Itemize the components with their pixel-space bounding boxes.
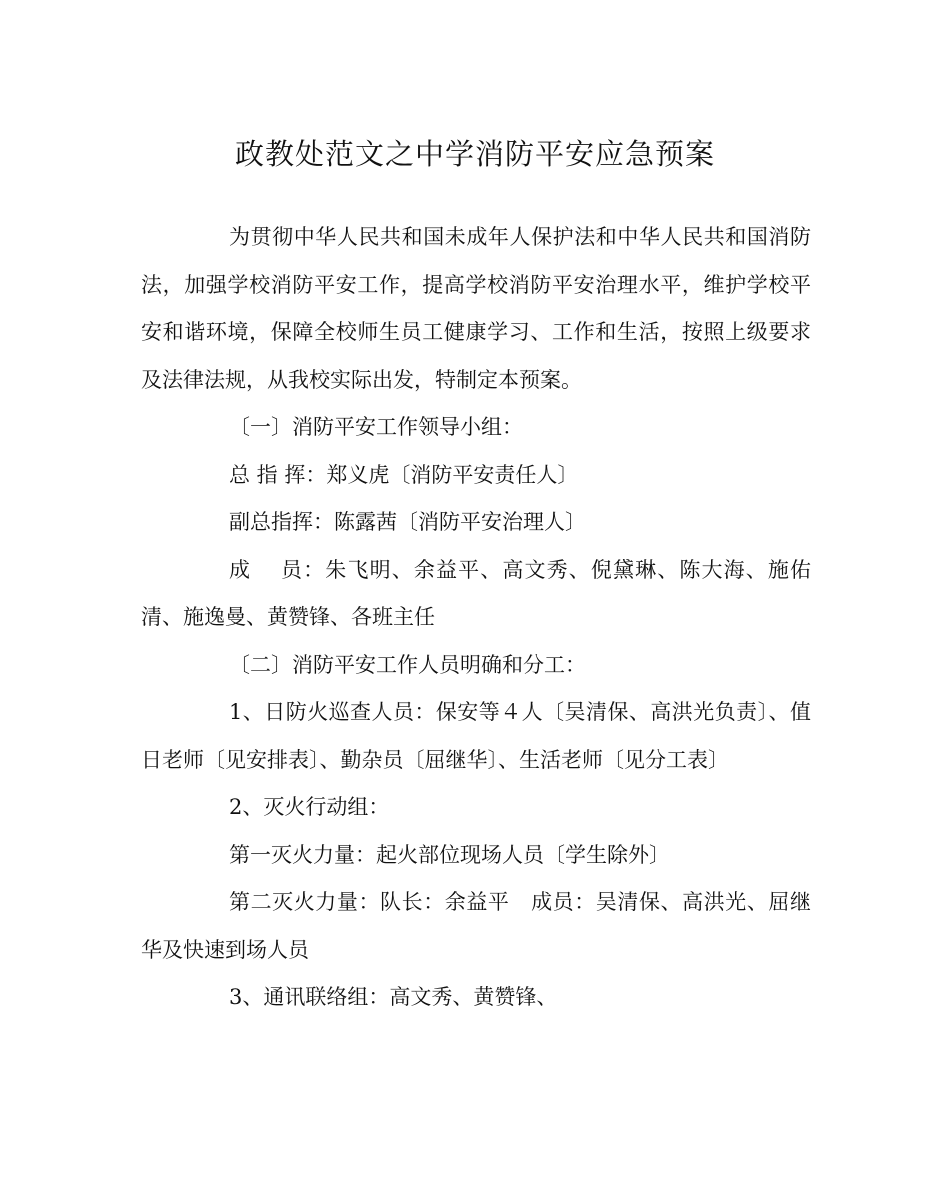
paragraph-first-force: 第一灭火力量：起火部位现场人员〔学生除外〕 bbox=[229, 842, 670, 867]
paragraph-members: 成 员：朱飞明、余益平、高文秀、倪黛琳、陈大海、施佑清、施逸曼、黄赞锋、各班主任 bbox=[141, 557, 811, 629]
paragraph-section-leadership: 〔一〕消防平安工作领导小组： bbox=[229, 415, 523, 439]
paragraph-second-force: 第二灭火力量：队长：余益平 成员：吴清保、高洪光、屈继华及快速到场人员 bbox=[141, 890, 811, 962]
paragraph-intro: 为贯彻中华人民共和国未成年人保护法和中华人民共和国消防法，加强学校消防平安工作，提高学校消防平安治理水平，维护学校平安和谐环境，保障全校师生员工健康学习、工作和生活，按照上级要求及法律法规，从我校实际出发，特制定本预案。 bbox=[141, 225, 811, 392]
paragraph-firefighting-group: 2、灭火行动组： bbox=[229, 795, 390, 819]
paragraph-deputy-commander: 副总指挥：陈露茜〔消防平安治理人〕 bbox=[229, 510, 586, 534]
paragraph-patrol-staff: 1、日防火巡查人员：保安等４人〔吴清保、高洪光负责〕、值日老师〔见安排表〕、勤杂员〔屈继华〕、生活老师〔见分工表〕 bbox=[141, 700, 811, 772]
paragraph-communication-group: 3、通讯联络组：高文秀、黄赞锋、 bbox=[229, 985, 558, 1009]
document-title: 政教处范文之中学消防平安应急预案 bbox=[234, 137, 715, 171]
document-body bbox=[141, 214, 811, 1022]
paragraph-section-division: 〔二〕消防平安工作人员明确和分工： bbox=[229, 652, 586, 677]
paragraph-commander: 总 指 挥：郑义虎〔消防平安责任人〕 bbox=[229, 462, 579, 487]
